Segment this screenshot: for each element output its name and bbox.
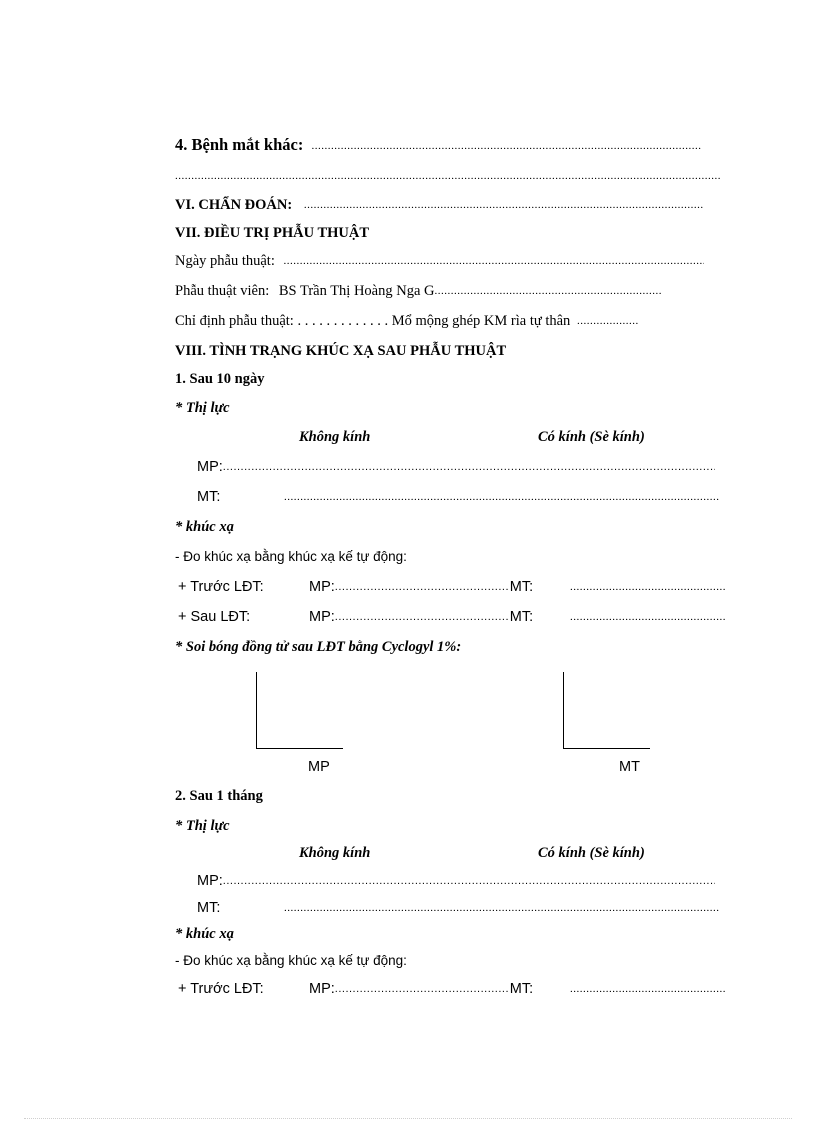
mt-label: MT: — [197, 900, 221, 916]
other-eye-disease-continuation — [175, 167, 720, 185]
indication-gap: . . . . . . . . . . . . . — [297, 313, 389, 329]
indication-label: Chỉ định phẫu thuật: — [175, 313, 294, 329]
col-glasses-10d: Có kính (Sè kính) — [538, 429, 645, 445]
surgery-date-label: Ngày phẫu thuật: — [175, 253, 275, 269]
fill-dots — [284, 899, 720, 917]
surgeon-label: Phẫu thuật viên: — [175, 283, 270, 299]
page-bottom-rule — [24, 1118, 792, 1119]
mt-vision-dots-1m — [284, 899, 720, 917]
mp-vision-row-10d — [197, 458, 715, 476]
fill-dots — [284, 488, 720, 506]
mt-vision-dots-10d — [284, 488, 720, 506]
refraction-status-heading: VIII. TÌNH TRẠNG KHÚC XẠ SAU PHẪU THUẬT — [175, 343, 507, 359]
mt-vision-row-10d — [197, 488, 220, 506]
fill-dots — [311, 137, 701, 155]
after-ldt-mp-10d — [309, 608, 533, 626]
diagnosis-label: VI. CHẨN ĐOÁN: — [175, 197, 293, 213]
fill-dots — [570, 608, 725, 626]
other-eye-disease-row — [175, 135, 701, 155]
mp-label: MP: — [197, 873, 223, 889]
mt-short-label: MT: — [509, 579, 534, 595]
indication-row — [175, 312, 639, 330]
mp-short-label: MP: — [309, 579, 335, 595]
fill-dots — [335, 608, 510, 626]
fill-dots — [223, 458, 715, 476]
mp-short-label: MP: — [309, 609, 335, 625]
refraction-label-1m: * khúc xạ — [175, 926, 234, 942]
mp-vision-row-1m — [197, 872, 715, 890]
indication-value: Mổ mộng ghép KM rìa tự thân — [391, 313, 571, 329]
fill-dots — [284, 252, 704, 270]
fill-dots — [570, 578, 725, 596]
mt-short-label: MT: — [509, 981, 534, 997]
auto-refraction-10d: - Đo khúc xạ bằng khúc xạ kế tự động: — [175, 549, 407, 564]
fill-dots — [577, 312, 639, 330]
after-ldt-label-10d: + Sau LĐT: — [178, 609, 251, 625]
diagnosis-row — [175, 196, 704, 214]
retinoscopy-label: * Soi bóng đồng tử sau LĐT bằng Cyclogyl 1%: — [175, 639, 462, 655]
mp-short-label: MP: — [309, 981, 335, 997]
other-eye-disease-label: 4. Bệnh mắt khác: — [175, 135, 304, 154]
before-ldt-label-10d: + Trước LĐT: — [178, 579, 264, 595]
mt-label: MT: — [197, 489, 221, 505]
mt-short-label: MT: — [509, 609, 534, 625]
mt-vision-row-1m — [197, 899, 220, 917]
before-ldt-label-1m: + Trước LĐT: — [178, 981, 264, 997]
before-ldt-mp-10d — [309, 578, 533, 596]
surgeon-value: BS Trần Thị Hoàng Nga G — [278, 283, 435, 299]
fill-dots — [335, 980, 510, 998]
before-ldt-mp-1m — [309, 980, 533, 998]
eye-label-mt: MT — [619, 759, 640, 775]
after-10-days-title: 1. Sau 10 ngày — [175, 371, 265, 387]
before-ldt-mt-dots-1m — [570, 980, 725, 998]
fill-dots — [435, 282, 661, 300]
eye-label-mp: MP — [308, 759, 330, 775]
pupil-diagram-mp — [256, 672, 343, 749]
surgeon-row — [175, 282, 661, 300]
vision-label-1m: * Thị lực — [175, 818, 230, 834]
col-no-glasses-1m: Không kính — [299, 845, 371, 861]
vision-label-10d: * Thị lực — [175, 400, 230, 416]
fill-dots — [304, 196, 704, 214]
fill-dots — [223, 872, 715, 890]
fill-dots — [335, 578, 510, 596]
col-glasses-1m: Có kính (Sè kính) — [538, 845, 645, 861]
refraction-label-10d: * khúc xạ — [175, 519, 234, 535]
before-ldt-mt-dots-10d — [570, 578, 725, 596]
after-1-month-title: 2. Sau 1 tháng — [175, 788, 263, 804]
col-no-glasses-10d: Không kính — [299, 429, 371, 445]
pupil-diagram-mt — [563, 672, 650, 749]
surgery-heading: VII. ĐIỀU TRỊ PHẪU THUẬT — [175, 225, 370, 241]
after-ldt-mt-dots-10d — [570, 608, 725, 626]
auto-refraction-1m: - Đo khúc xạ bằng khúc xạ kế tự động: — [175, 953, 407, 968]
fill-dots — [570, 980, 725, 998]
mp-label: MP: — [197, 459, 223, 475]
fill-dots — [175, 167, 720, 185]
surgery-date-row — [175, 252, 704, 270]
